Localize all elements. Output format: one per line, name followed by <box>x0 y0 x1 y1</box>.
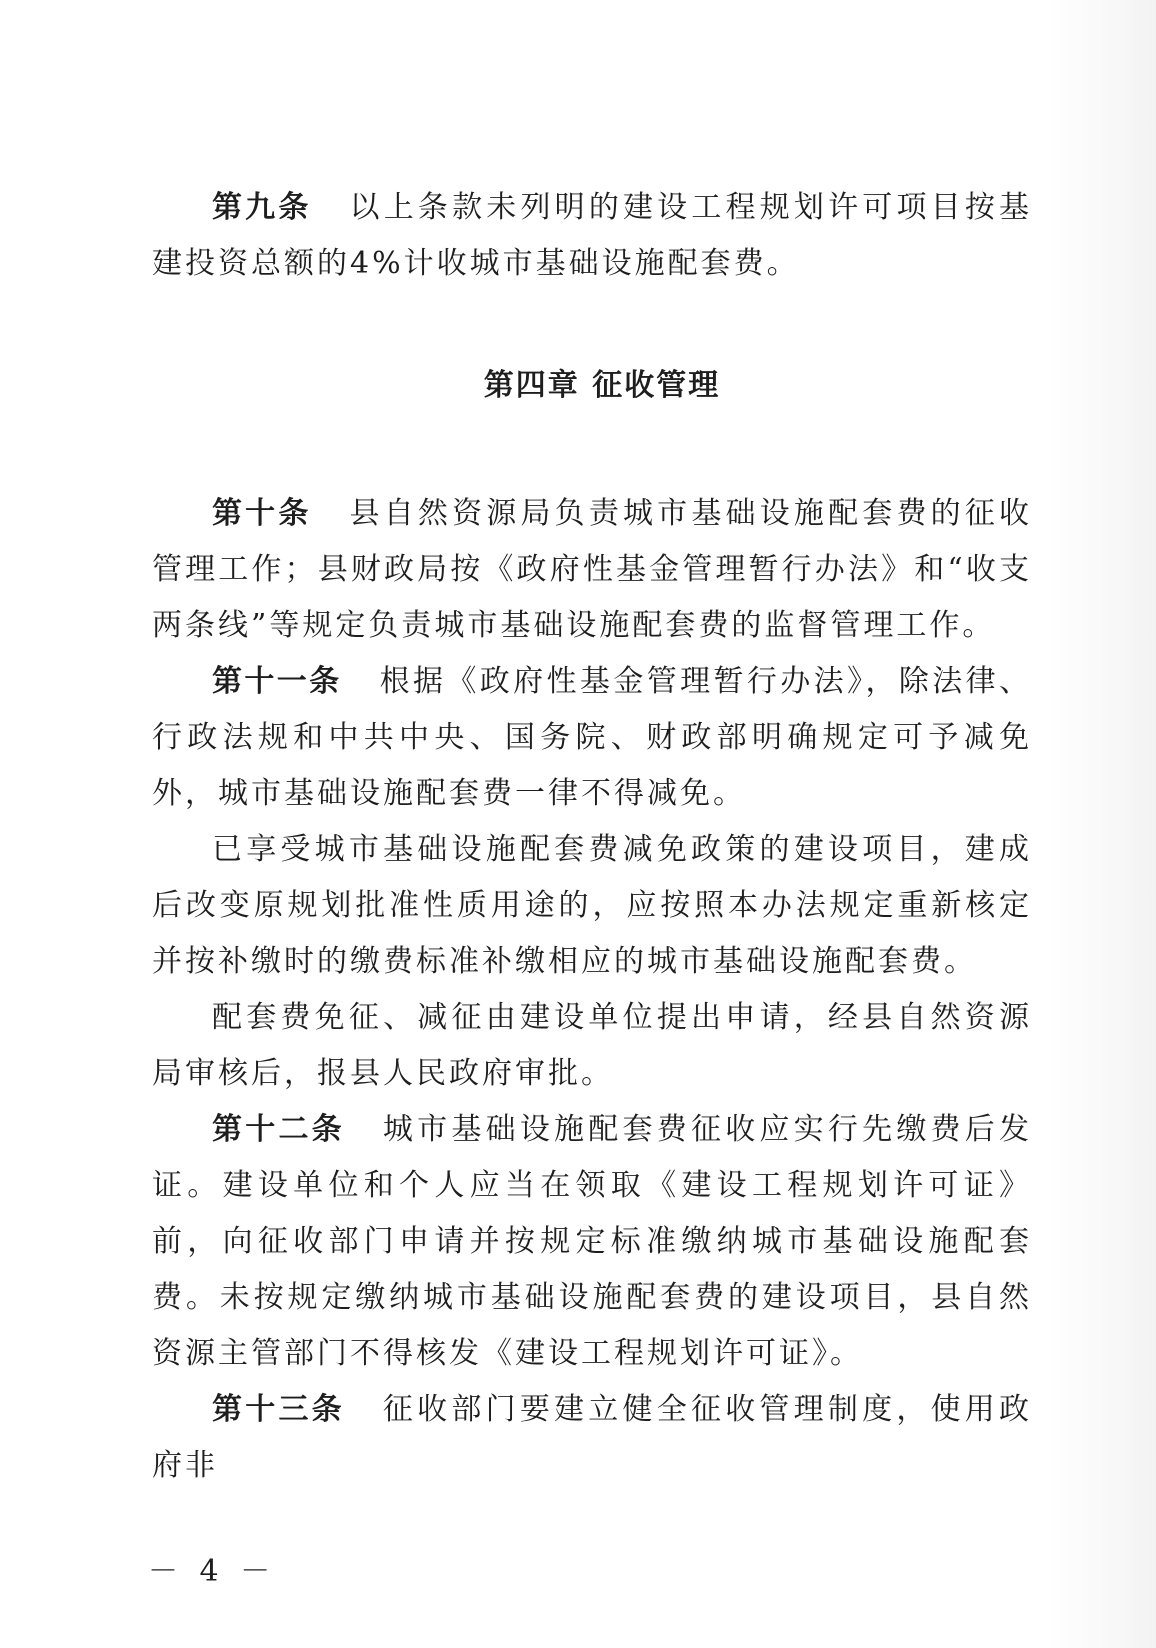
chapter-title: 第四章 征收管理 <box>483 368 721 403</box>
paragraph-text: 配套费免征、减征由建设单位提出申请，经县自然资源局审核后，报县人民政府审批。 <box>152 1000 1032 1091</box>
article-number: 第十三条 <box>212 1392 345 1427</box>
article-text: 以上条款未列明的建设工程规划许可项目按基建投资总额的4%计收城市基础设施配套费。 <box>152 190 1033 281</box>
article-text: 城市基础设施配套费征收应实行先缴费后发证。建设单位和个人应当在领取《建设工程规划许可证》前，向征收部门申请并按规定标准缴纳城市基础设施配套费。未按规定缴纳城市基础设施配套费的建设项目，县自然资源主管部门不得核发《建设工程规划许可证》。 <box>152 1112 1033 1371</box>
article-text: 根据《政府性基金管理暂行办法》，除法律、行政法规和中共中央、国务院、财政部明确规定可予减免外，城市基础设施配套费一律不得减免。 <box>152 664 1033 811</box>
article-number: 第十二条 <box>212 1112 345 1147</box>
article-text: 县自然资源局负责城市基础设施配套费的征收管理工作；县财政局按《政府性基金管理暂行办法》和“收支两条线”等规定负责城市基础设施配套费的监督管理工作。 <box>152 496 1033 643</box>
article-number: 第十条 <box>212 496 312 531</box>
article-text: 征收部门要建立健全征收管理制度，使用政府非 <box>152 1392 1033 1483</box>
article-13 <box>152 1382 1032 1494</box>
paragraph-text: 已享受城市基础设施配套费减免政策的建设项目，建成后改变原规划批准性质用途的，应按照本办法规定重新核定并按补缴时的缴费标准补缴相应的城市基础设施配套费。 <box>152 832 1032 979</box>
article-9 <box>152 180 1032 292</box>
article-10 <box>152 486 1032 654</box>
article-11-paragraph-3 <box>152 990 1032 1102</box>
article-11-paragraph-2 <box>152 822 1032 990</box>
document-body <box>152 180 1032 1494</box>
article-number: 第九条 <box>212 190 312 225</box>
article-12 <box>152 1102 1032 1382</box>
scan-shadow <box>1046 0 1156 1648</box>
article-11 <box>152 654 1032 822</box>
page-number: － 4 － <box>148 1554 277 1589</box>
article-number: 第十一条 <box>212 664 342 699</box>
